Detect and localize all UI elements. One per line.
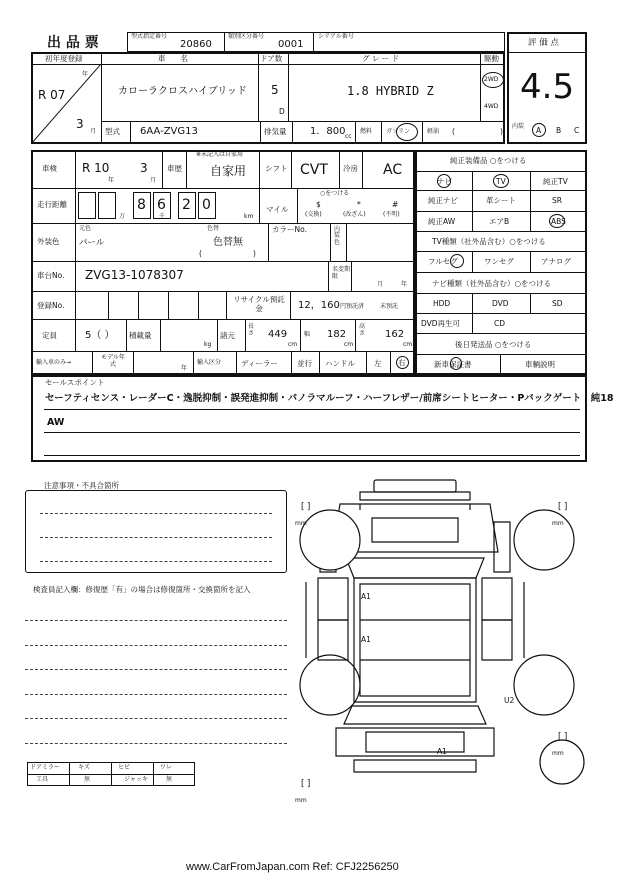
mileage-man: 万 [119, 213, 126, 220]
dealer: ディーラー [241, 359, 278, 368]
month-unit: 月 [90, 128, 97, 135]
grade: 1.8 HYBRID Z [347, 84, 434, 98]
ac: AC [383, 162, 403, 178]
equip-abs-circle [549, 214, 565, 228]
repaint: 色替無 [213, 237, 243, 248]
orig-color: パール [79, 238, 105, 248]
first-reg-year: R 07 [38, 88, 66, 102]
dim-label: 諸元 [220, 331, 235, 340]
tire-mm-unit: mm [295, 797, 307, 804]
mileage-digit: 2 [182, 197, 191, 213]
color-label: 外装色 [37, 237, 60, 246]
equip-genuine-tv: 純正TV [543, 177, 568, 186]
inspection-month: 3 [140, 161, 148, 175]
mileage-sen: 千 [159, 213, 166, 220]
mileage-digit: 6 [157, 197, 166, 213]
car-name-label: 車 名 [158, 54, 188, 63]
navi-cd: CD [494, 319, 506, 328]
height: 162 [385, 329, 405, 340]
history-note: ※未記入は自家用 [196, 151, 244, 158]
sales-label: セールスポイント [45, 378, 105, 387]
shift-label: シフト [265, 164, 288, 173]
name-change-label: 名変期限 [332, 266, 351, 281]
star-sub: (改ざん) [343, 211, 366, 218]
tire-mm-unit: mm [552, 750, 564, 757]
tire-bracket: [ ] [558, 732, 568, 742]
score-label: 評 価 点 [528, 38, 559, 48]
score-value: 4.5 [520, 67, 575, 107]
length: 449 [268, 329, 288, 340]
repaint-label: 色替 [207, 225, 220, 232]
orig-color-label: 元色 [79, 225, 92, 232]
kg-unit: kg [204, 341, 212, 348]
cc-unit: cc [345, 133, 352, 140]
spec-block [31, 150, 415, 375]
recycle-none: 未預託 [380, 303, 399, 310]
width-cm: cm [344, 341, 354, 348]
equip-navi: ナビ [437, 177, 452, 186]
load-label: 積載量 [129, 331, 152, 340]
inspector-line [25, 743, 287, 744]
mileage-digit-box [78, 192, 96, 219]
recycle-amount: 12，160 [298, 300, 340, 311]
legend-cell: 無 [166, 776, 173, 783]
car-diagram [290, 470, 620, 810]
docs-title: 後日発送品 ○をつける [455, 340, 532, 349]
mileage-digit: 0 [202, 197, 211, 213]
inspector-line [25, 669, 287, 670]
mile-label: マイル [266, 205, 289, 214]
type-no-label: 型式指定番号 [131, 33, 168, 40]
drive-label: 駆動 [484, 54, 499, 63]
equip-abs: ABS [551, 217, 566, 226]
length-label: 長さ [248, 323, 255, 337]
parallel: 並行 [297, 359, 312, 368]
import-year-unit: 年 [181, 365, 188, 372]
fuel-label: 燃料 [360, 128, 373, 135]
mileage-digit: 8 [137, 197, 146, 213]
navi-dvd: DVD [492, 299, 509, 308]
tv-oneseg: ワンセグ [484, 257, 514, 266]
tire-bracket: [ ] [301, 502, 311, 512]
equip-tv-circle [493, 174, 509, 188]
capacity: 5（ ） [85, 330, 115, 341]
mileage-digit-box [98, 192, 116, 219]
tv-fullseg-circle [450, 254, 464, 268]
fuel-gasoline: ガソリン [386, 128, 411, 135]
navi-sd: SD [552, 299, 563, 308]
legend-cell: 工具 [36, 776, 49, 783]
insp-year-unit: 年 [108, 177, 115, 184]
tv-title: TV種類（社外品含む）○をつける [432, 237, 546, 246]
footer-watermark: www.CarFromJapan.com Ref: CFJ2256250 [186, 861, 399, 873]
width-label: 幅 [304, 331, 311, 338]
insp-month-unit: 月 [150, 177, 157, 184]
displacement: 1．800 [310, 126, 346, 137]
import-label: 輸入車のみ→ [36, 359, 72, 366]
damage-mark: A1 [437, 747, 447, 756]
ac-label: 冷房 [343, 164, 358, 173]
inspector-line [25, 718, 287, 719]
model: 6AA-ZVG13 [140, 126, 198, 137]
inspector-line [25, 694, 287, 695]
inspector-line [25, 620, 287, 621]
handle-left: 左 [374, 359, 382, 368]
first-reg-month: 3 [76, 117, 84, 131]
shift: CVT [300, 162, 328, 178]
grade-label: グ レ ー ド [362, 54, 400, 63]
hash-sub: (不明) [383, 211, 400, 218]
interior-b: B [556, 126, 562, 135]
equip-tv: TV [496, 177, 506, 186]
navi-hdd: HDD [433, 299, 451, 308]
damage-mark: U2 [504, 696, 515, 705]
nc-month: 月 [377, 281, 384, 288]
capacity-label: 定員 [42, 331, 57, 340]
star: * [357, 200, 361, 209]
equip-airbag: エアB [489, 217, 510, 226]
model-year-label: モデル年式 [101, 354, 125, 369]
year-unit: 年 [82, 71, 89, 78]
car-name: カローラクロスハイブリッド [118, 86, 247, 97]
inspection-label: 車検 [42, 164, 57, 173]
tire-bracket: [ ] [301, 779, 311, 789]
legend-header: キズ [78, 764, 90, 771]
doors: 5 [271, 83, 279, 97]
equip-genuine-navi: 純正ナビ [428, 196, 458, 205]
drive-4wd: 4WD [484, 103, 499, 110]
class-no: 0001 [278, 39, 304, 50]
docs-warranty-circle [450, 357, 462, 370]
type-no: 20860 [180, 39, 212, 50]
sales-line1: セーフティセンス・レーダーC・逸脱抑制・誤発進抑制・パノラマルーフ・ハーフレザー/前席シートヒーター・Pバックゲート・純18 [45, 393, 614, 404]
doors-label: ドア数 [260, 54, 283, 63]
inspector-line [25, 645, 287, 646]
mileage-circle-note: ○をつける [320, 190, 350, 197]
dollar: $ [316, 200, 321, 209]
doors-sub: D [279, 107, 285, 116]
equip-genuine-aw: 純正AW [428, 217, 456, 226]
damage-mark: A1 [361, 635, 371, 644]
paren-right: ) [253, 249, 256, 258]
interior-c: C [574, 126, 580, 135]
damage-mark: A1 [361, 592, 371, 601]
first-reg-label: 初年度登録 [45, 54, 83, 63]
paren-left: ( [199, 249, 202, 258]
tire-bracket: [ ] [558, 502, 568, 512]
tire-mm-unit: mm [552, 520, 564, 527]
serial-label: シリアル番号 [318, 33, 354, 40]
sales-point-box [31, 375, 587, 462]
int-color-label: 内装色 [334, 226, 341, 246]
interior-a: A [536, 126, 542, 135]
mileage-label: 走行距離 [37, 200, 67, 209]
chassis-label: 車台No. [37, 271, 65, 280]
recycle-label: リサイクル預託金 [233, 295, 285, 313]
equip-sunroof: SR [552, 196, 562, 205]
history-label: 車歴 [167, 164, 182, 173]
dollar-sub: (交換) [305, 211, 322, 218]
inspection-year: R 10 [82, 161, 110, 175]
equip-title: 純正装備品 ○をつける [450, 156, 527, 165]
legend-cell: ジャッキ [124, 776, 148, 783]
nc-day: 年 [401, 281, 408, 288]
equip-leather: 革シート [486, 196, 516, 205]
drive-2wd: 2WD [484, 76, 499, 83]
legend-cell: 無 [84, 776, 91, 783]
equip-navi-circle [437, 174, 451, 188]
fuel-diesel: 軽油 [427, 128, 440, 135]
interior-label: 内装 [512, 123, 525, 130]
height-cm: cm [403, 341, 413, 348]
model-label: 型式 [105, 127, 120, 136]
notes-label: 注意事項・不具合箇所 [44, 481, 119, 490]
import-class-label: 輸入区分 [197, 359, 222, 366]
class-no-label: 類別区分番号 [228, 33, 265, 40]
docs-warranty: 新車保証書 [434, 360, 472, 369]
tv-fullseg: フルセグ [428, 257, 458, 266]
inspector-label: 検査員記入欄：修復歴「有」の場合は修復箇所・交換箇所を記入 [33, 585, 251, 594]
tire-mm-unit: mm [295, 520, 307, 527]
sales-line2: AW [47, 417, 65, 428]
legend-header: ワレ [160, 764, 173, 771]
hash: # [392, 200, 399, 209]
height-label: 高さ [359, 323, 366, 337]
displacement-label: 排気量 [264, 127, 287, 136]
recycle-unit: 円預託済 [340, 303, 365, 310]
handle-label: ハンドル [325, 359, 355, 368]
reg-no-label: 登録No. [37, 301, 65, 310]
fuel-circle [396, 123, 418, 141]
handle-right: 右 [398, 358, 406, 367]
navi-title: ナビ種類（社外品含む）○をつける [432, 279, 552, 288]
legend-header: ドアミラー [30, 764, 60, 771]
sheet-title: 出 品 票 [47, 35, 99, 51]
tv-analog: アナログ [541, 257, 571, 266]
length-cm: cm [288, 341, 298, 348]
mileage-km: km [244, 213, 254, 220]
chassis-no: ZVG13-1078307 [85, 268, 184, 282]
history: 自家用 [210, 164, 247, 178]
navi-dvd-play: DVD再生可 [421, 319, 461, 328]
width: 182 [327, 329, 347, 340]
legend-header: ヒビ [118, 764, 131, 771]
docs-manual: 車輌説明 [525, 360, 555, 369]
color-no-label: カラーNo. [272, 225, 307, 234]
